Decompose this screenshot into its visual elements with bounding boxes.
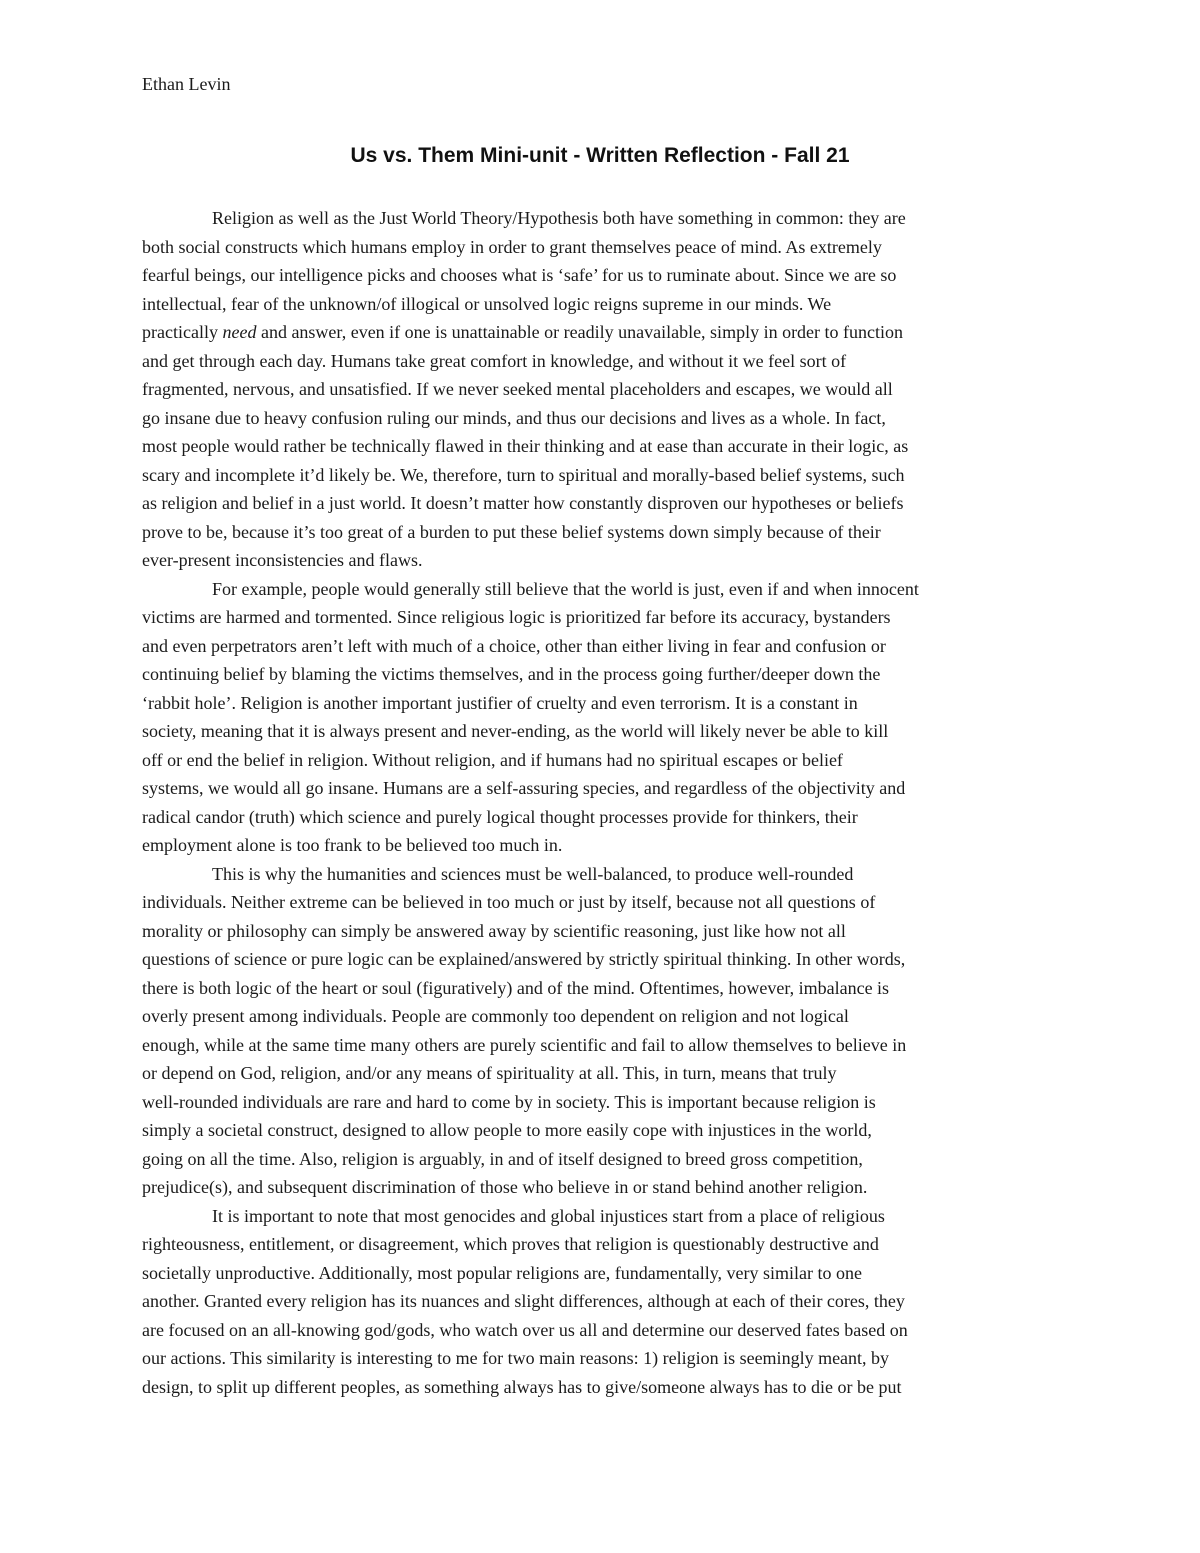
body-text-line: systems, we would all go insane. Humans are a self-assuring species, and regardless of the objectivity and (142, 778, 906, 798)
body-text-line: our actions. This similarity is interesting to me for two main reasons: 1) religion is seemingly meant, by (142, 1348, 890, 1368)
body-text-line: both social constructs which humans employ in order to grant themselves peace of mind. As extremely (142, 236, 882, 257)
body-text-line: off or end the belief in religion. Without religion, and if humans had no spiritual escapes or belief (142, 749, 843, 770)
body-text-line: overly present among individuals. People are commonly too dependent on religion and not logical (142, 1006, 849, 1026)
body-text-line: scary and incomplete it’d likely be. We, therefore, turn to spiritual and morally-based belief systems, such (142, 464, 905, 485)
body-text-line: righteousness, entitlement, or disagreement, which proves that religion is questionably destructive and (142, 1234, 879, 1254)
body-text-line: are focused on an all-knowing god/gods, who watch over us all and determine our deserved fates based on (142, 1319, 908, 1340)
body-text-line: enough, while at the same time many others are purely scientific and fail to allow themselves to believe in (142, 1034, 907, 1055)
body-text-line: well-rounded individuals are rare and hard to come by in society. This is important because religion is (142, 1091, 876, 1112)
body-text-line: prejudice(s), and subsequent discrimination of those who believe in or stand behind another religion. (142, 1177, 868, 1197)
body-text-line: prove to be, because it’s too great of a burden to put these belief systems down simply because of their (142, 521, 881, 542)
body-text-line: society, meaning that it is always present and never-ending, as the world will likely never be able to kill (142, 721, 889, 741)
body-text-line: fragmented, nervous, and unsatisfied. If we never seeked mental placeholders and escapes, we would all (142, 379, 893, 399)
body-text-line: This is why the humanities and sciences must be well-balanced, to produce well-rounded (212, 863, 854, 884)
body-text-line: radical candor (truth) which science and purely logical thought processes provide for thinkers, their (142, 806, 858, 827)
body-text-line: go insane due to heavy confusion ruling our minds, and thus our decisions and lives as a whole. In fact, (142, 407, 886, 428)
author-name: Ethan Levin (142, 74, 231, 94)
body-text-line: as religion and belief in a just world. It doesn’t matter how constantly disproven our hypotheses or beliefs (142, 493, 904, 513)
body-text-line: morality or philosophy can simply be answered away by scientific reasoning, just like how not all (142, 920, 846, 941)
body-text-line: Religion as well as the Just World Theory/Hypothesis both have something in common: they are (212, 208, 906, 228)
body-text-line: or depend on God, religion, and/or any means of spirituality at all. This, in turn, means that truly (142, 1063, 837, 1083)
body-text-line: fearful beings, our intelligence picks and chooses what is ‘safe’ for us to ruminate about. Since we are so (142, 265, 897, 285)
body-text-line: ever-present inconsistencies and flaws. (142, 550, 423, 570)
body-text-line: and even perpetrators aren’t left with much of a choice, other than either living in fear and confusion or (142, 635, 886, 656)
body-text-line: another. Granted every religion has its nuances and slight differences, although at each of their cores, they (142, 1291, 905, 1311)
line-text: practically (142, 322, 223, 342)
body-text-line: employment alone is too frank to be believed too much in. (142, 835, 563, 855)
body-text-line: design, to split up different peoples, as something always has to give/someone always has to die or be put (142, 1376, 902, 1397)
body-text-line: victims are harmed and tormented. Since religious logic is prioritized far before its accuracy, bystanders (142, 607, 891, 627)
body-text-line: going on all the time. Also, religion is arguably, in and of itself designed to breed gross competition, (142, 1148, 863, 1169)
body-text-line: simply a societal construct, designed to allow people to more easily cope with injustices in the world, (142, 1120, 872, 1140)
body-text-line: questions of science or pure logic can be explained/answered by strictly spiritual thinking. In other words, (142, 949, 906, 969)
document-body (142, 204, 1062, 1401)
line-text: and answer, even if one is unattainable or readily unavailable, simply in order to function (256, 322, 904, 342)
body-text-line: societally unproductive. Additionally, most popular religions are, fundamentally, very similar to one (142, 1262, 862, 1283)
body-text-line: individuals. Neither extreme can be believed in too much or just by itself, because not all questions of (142, 892, 876, 912)
body-text-line: It is important to note that most genocides and global injustices start from a place of religious (212, 1205, 885, 1226)
body-text-line: ‘rabbit hole’. Religion is another important justifier of cruelty and even terrorism. It is a constant in (142, 692, 858, 713)
body-text-line: and get through each day. Humans take great comfort in knowledge, and without it we feel sort of (142, 350, 847, 371)
body-text-line: most people would rather be technically flawed in their thinking and at ease than accurate in their logic, as (142, 436, 909, 456)
document-title: Us vs. Them Mini-unit - Written Reflection - Fall 21 (350, 144, 850, 167)
emphasized-word: need (222, 322, 257, 342)
body-text-line (142, 318, 1062, 347)
body-text-line: intellectual, fear of the unknown/of illogical or unsolved logic reigns supreme in our minds. We (142, 293, 832, 314)
body-text-line: continuing belief by blaming the victims themselves, and in the process going further/deeper down the (142, 664, 881, 684)
body-text-line: there is both logic of the heart or soul (figuratively) and of the mind. Oftentimes, however, imbalance is (142, 977, 890, 998)
body-text-line: For example, people would generally still believe that the world is just, even if and when innocent (212, 578, 919, 599)
